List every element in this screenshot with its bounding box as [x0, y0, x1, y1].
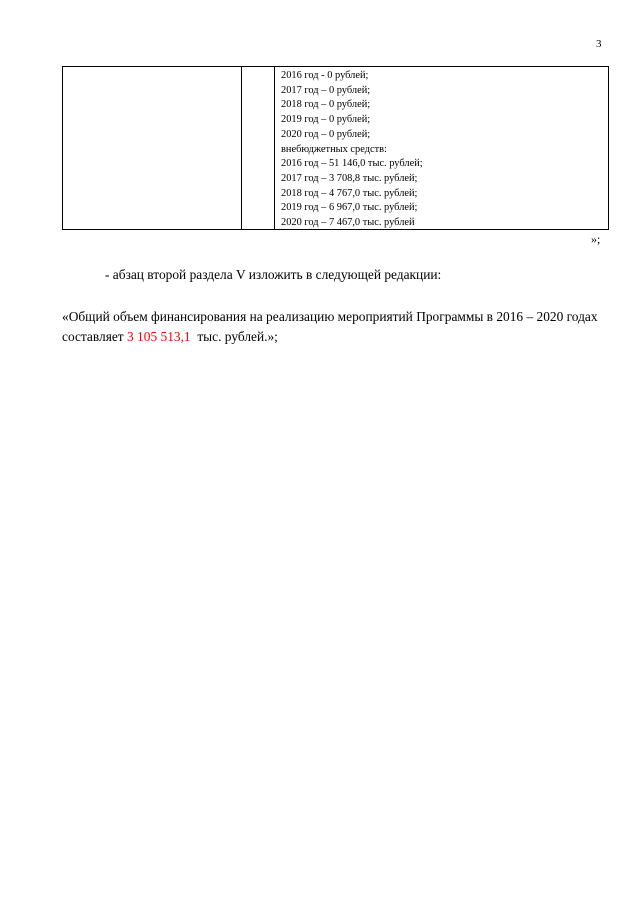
page-number: 3 [596, 38, 602, 50]
funding-line: 2017 год – 0 рублей; [281, 84, 371, 96]
funding-line: 2020 год – 7 467,0 тыс. рублей [281, 217, 415, 229]
instruction-text: - абзац второй раздела V изложить в следующей редакции: [105, 267, 442, 282]
table-column-divider [241, 67, 242, 229]
quoted-paragraph [62, 307, 610, 347]
funding-line: 2016 год – 51 146,0 тыс. рублей; [281, 158, 423, 170]
funding-line: 2019 год – 0 рублей; [281, 114, 371, 126]
total-amount: 3 105 513,1 [127, 329, 191, 345]
funding-line: внебюджетных средств: [281, 143, 387, 155]
funding-table [62, 66, 609, 230]
quote-text-before: «Общий объем финансирования на реализацию мероприятий Программы в 2016 – 2020 годах составляет [62, 309, 598, 345]
funding-line: 2016 год - 0 рублей; [281, 70, 369, 81]
funding-line: 2018 год – 0 рублей; [281, 99, 371, 111]
funding-list [281, 69, 423, 231]
quote-text-after: тыс. рублей.»; [190, 329, 278, 345]
closing-quote: »; [591, 232, 601, 246]
funding-line: 2019 год – 6 967,0 тыс. рублей; [281, 202, 418, 214]
funding-line: 2020 год – 0 рублей; [281, 128, 371, 140]
funding-line: 2017 год – 3 708,8 тыс. рублей; [281, 172, 418, 184]
funding-line: 2018 год – 4 767,0 тыс. рублей; [281, 187, 418, 199]
table-column-divider [274, 67, 275, 229]
